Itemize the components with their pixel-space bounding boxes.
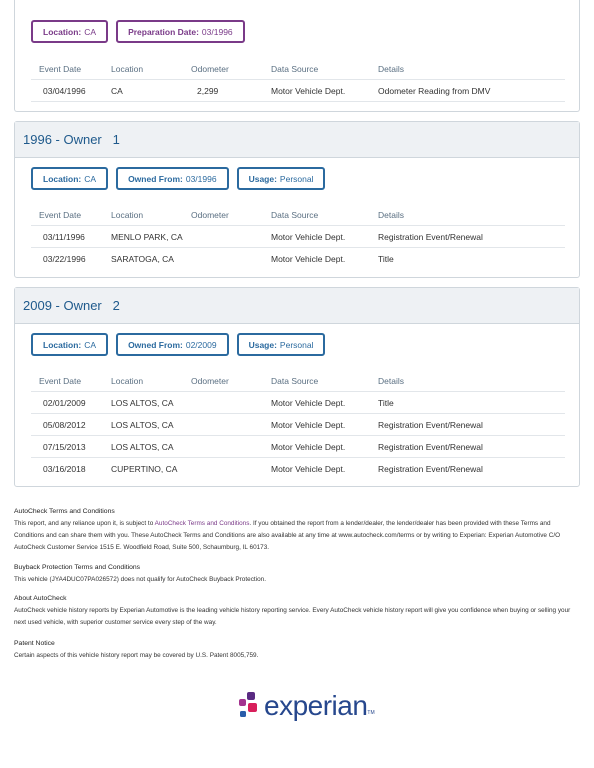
col-odometer: Odometer: [191, 63, 229, 74]
state-record-card: [14, 0, 580, 112]
logo-dot: [248, 703, 257, 712]
table-header: [31, 204, 565, 226]
col-data-source: Data Source: [271, 63, 319, 74]
location-pill: Location: CA: [31, 20, 108, 43]
owner-1-card: [14, 121, 580, 278]
owner-1-pills: [31, 167, 325, 190]
terms-body: This report, and any reliance upon it, is subject to AutoCheck Terms and Conditions. If you obtained the report from a lender/dealer, the lender/dealer has been provided with these Terms and Conditions and can share them with you. These AutoCheck Terms and Conditions are also available at any time at www.autocheck.com/terms or by writing to Experian: Experian Automotive C/O AutoCheck Customer Service 1515 E. Woodfield Road, Suite 500, Schaumburg, IL 60173.: [14, 520, 561, 551]
col-details: Details: [378, 209, 404, 220]
owned-from-pill: Owned From: 03/1996: [116, 167, 229, 190]
col-location: Location: [111, 63, 144, 74]
location-pill: Location: CA: [31, 167, 108, 190]
patent-body: Certain aspects of this vehicle history report may be covered by U.S. Patent 8005,759.: [14, 652, 259, 659]
buyback-title: Buyback Protection Terms and Conditions: [14, 564, 141, 571]
col-event-date: Event Date: [39, 209, 82, 220]
table-row: 03/11/1996 MENLO PARK, CA Motor Vehicle Dept. Registration Event/Renewal: [31, 226, 565, 248]
experian-wordmark: experian: [264, 690, 368, 721]
col-location: Location: [111, 209, 144, 220]
owner-1-table: [31, 204, 565, 270]
logo-dot: [239, 699, 246, 706]
table-row: 02/01/2009 LOS ALTOS, CA Motor Vehicle Dept. Title: [31, 392, 565, 414]
col-details: Details: [378, 375, 404, 386]
experian-logo: [238, 690, 375, 722]
about-notice: [14, 593, 580, 629]
trademark-mark: TM: [367, 710, 375, 716]
about-body: AutoCheck vehicle history reports by Experian Automotive is the leading vehicle history reporting service. Every AutoCheck vehicle history report will give you confidence when buying or selling your next used vehicle, with superior customer service every step of the way.: [14, 607, 571, 626]
terms-link[interactable]: AutoCheck Terms and Conditions: [154, 520, 250, 527]
logo-dot: [247, 692, 255, 700]
owner-2-title: 2009 - Owner 2: [15, 288, 579, 324]
table-header: [31, 58, 565, 80]
col-location: Location: [111, 375, 144, 386]
buyback-body: This vehicle (JYA4DUC07PA026572) does not qualify for AutoCheck Buyback Protection.: [14, 576, 266, 583]
owner-2-card: [14, 287, 580, 487]
table-row: 05/08/2012 LOS ALTOS, CA Motor Vehicle Dept. Registration Event/Renewal: [31, 414, 565, 436]
table-row: 03/16/2018 CUPERTINO, CA Motor Vehicle Dept. Registration Event/Renewal: [43, 464, 483, 474]
col-data-source: Data Source: [271, 209, 319, 220]
col-odometer: Odometer: [191, 209, 229, 220]
experian-dots-icon: [238, 691, 260, 721]
about-title: About AutoCheck: [14, 595, 67, 602]
usage-pill: Usage: Personal: [237, 333, 326, 356]
state-record-table: [31, 58, 565, 102]
owned-from-pill: Owned From: 02/2009: [116, 333, 229, 356]
table-row: 07/15/2013 LOS ALTOS, CA Motor Vehicle Dept. Registration Event/Renewal: [31, 436, 565, 458]
patent-notice: [14, 638, 580, 662]
table-row: 03/22/1996 SARATOGA, CA Motor Vehicle Dept. Title: [43, 254, 394, 264]
preparation-date-pill: Preparation Date: 03/1996: [116, 20, 245, 43]
col-odometer: Odometer: [191, 375, 229, 386]
table-header: [31, 370, 565, 392]
col-event-date: Event Date: [39, 63, 82, 74]
owner-2-pills: [31, 333, 325, 356]
buyback-notice: [14, 562, 580, 586]
owner-2-table: [31, 370, 565, 480]
col-event-date: Event Date: [39, 375, 82, 386]
usage-pill: Usage: Personal: [237, 167, 326, 190]
col-details: Details: [378, 63, 404, 74]
logo-dot: [240, 711, 246, 717]
location-pill: Location: CA: [31, 333, 108, 356]
patent-title: Patent Notice: [14, 640, 55, 647]
table-row: 03/04/1996 CA 2,299 Motor Vehicle Dept. Odometer Reading from DMV: [31, 80, 565, 102]
terms-notice: [14, 506, 580, 554]
state-record-pills: [31, 20, 245, 43]
owner-1-title: 1996 - Owner 1: [15, 122, 579, 158]
terms-title: AutoCheck Terms and Conditions: [14, 508, 115, 515]
col-data-source: Data Source: [271, 375, 319, 386]
